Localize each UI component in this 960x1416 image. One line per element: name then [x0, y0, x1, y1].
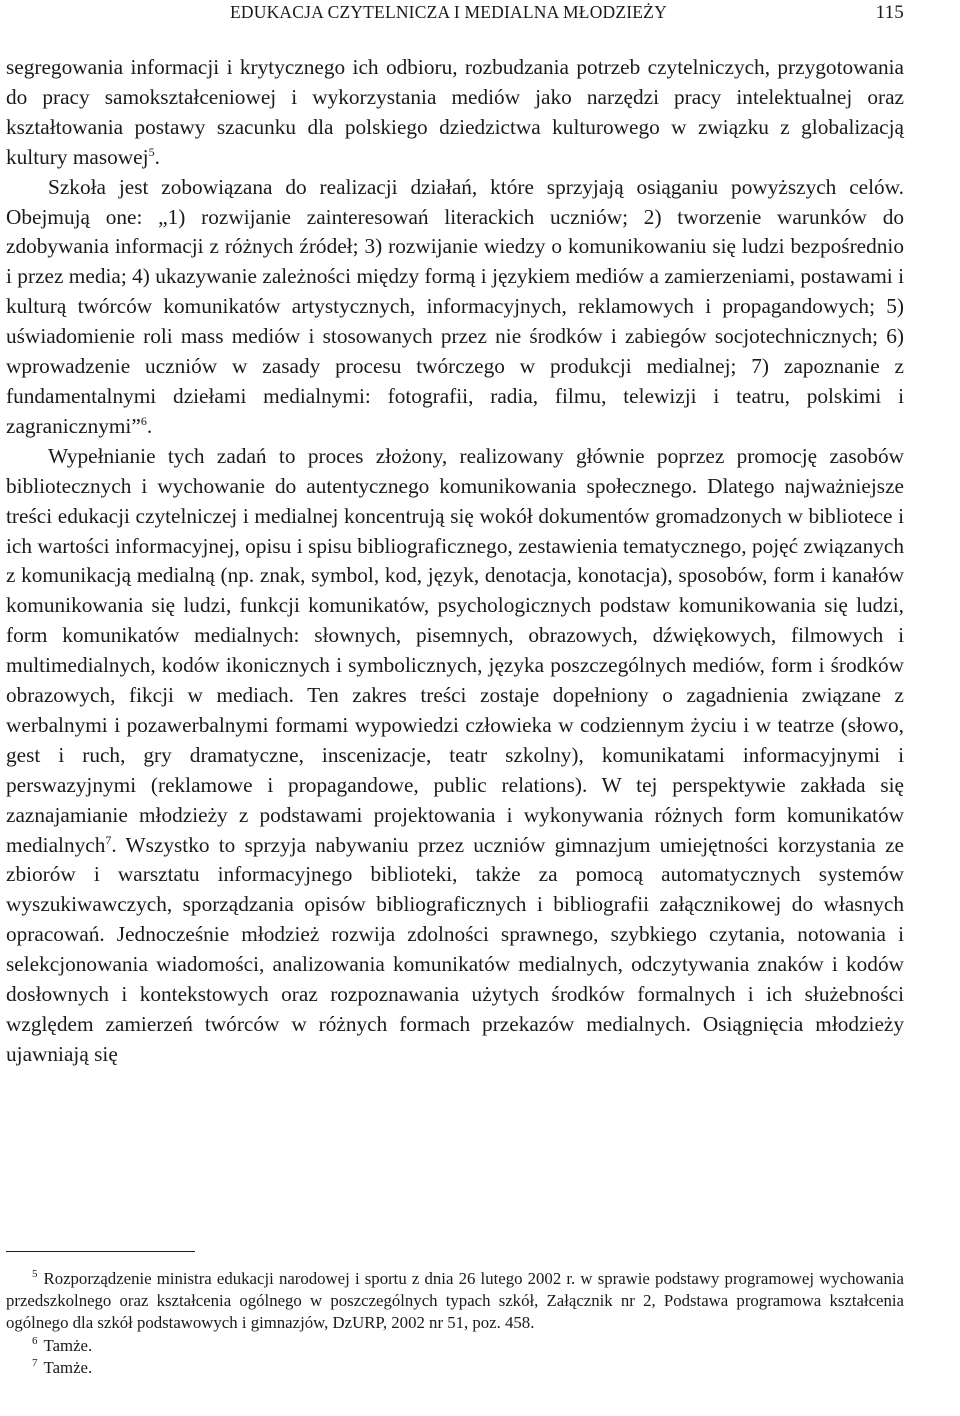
paragraph-3 [6, 442, 904, 1070]
footnote-5 [6, 1268, 904, 1335]
page-header [6, 2, 904, 26]
running-title: EDUKACJA CZYTELNICZA I MEDIALNA MŁODZIEŻY [230, 2, 667, 22]
footnote-marker: 6 [32, 1335, 38, 1348]
footnote-marker: 5 [32, 1268, 38, 1281]
paragraph-2-text: Szkoła jest zobowiązana do realizacji działań, które sprzyjają osiąganiu powyższych celów. Obejmują one: „1) rozwijanie zainteresowań literackich uczniów; 2) tworzenie warunków do zdobywania informacji z różnych źródeł; 3) rozwijanie wiedzy o komunikowaniu się ludzi bezpośrednio i przez media; 4) ukazywanie zależności między formą i językiem mediów a zamierzeniami, postawami i kulturą twórców komunikatów artystycznych, informacyjnych, reklamowych i propagandowych; 5) uświadomienie roli mass mediów i stosowanych przez nie środków i zabiegów socjotechnicznych; 6) wprowadzenie uczniów w zasady procesu twórczego w produkcji medialnej; 7) zapoznanie z fundamentalnymi dziełami medialnymi: fotografii, radia, filmu, telewizji i teatru, polskimi i zagranicznymi” [6, 174, 904, 438]
paragraph-2 [6, 173, 904, 442]
main-text [6, 53, 904, 1070]
paragraph-1 [6, 53, 904, 173]
footnote-7 [6, 1357, 904, 1379]
footnote-marker: 7 [32, 1357, 38, 1370]
paragraph-1-text: segregowania informacji i krytycznego ich odbioru, rozbudzania potrzeb czytelniczych, przygotowania do pracy samokształceniowej i wykorzystania mediów jako narzędzi pracy intelektualnej oraz kształtowania postawy szacunku dla polskiego dziedzictwa kulturowego w związku z globalizacją kultury masowej [6, 55, 904, 169]
paragraph-3-text-a: Wypełnianie tych zadań to proces złożony, realizowany głównie poprzez promocję zasobów bibliotecznych i wychowanie do autentycznego komunikowania społecznego. Dlatego najważniejsze treści edukacji czytelniczej i medialnej koncentrują się wokół dokumentów gromadzonych w bibliotece i ich wartości informacyjnej, opisu i spisu bibliograficznego, zestawienia tematycznego, pojęć związanych z komunikacją medialną (np. znak, symbol, kod, język, denotacja, konotacja), sposobów, form i kanałów komunikowania się ludzi, funkcji komunikatów, psychologicznych podstaw komunikowania się ludzi, form komunikatów medialnych: słownych, pisemnych, obrazowych, dźwiękowych, filmowych i multimedialnych, kodów ikonicznych i symbolicznych, języka poszczególnych mediów, form i środków obrazowych, fikcji w mediach. Ten zakres treści zostaje dopełniony o zagadnienia związane z werbalnymi i pozawerbalnymi formami wypowiedzi człowieka w codziennym życiu i w teatrze (słowo, gest i ruch, gry dramatyczne, inscenizacje, teatr szkolny), komunikatami informacyjnymi i perswazyjnymi (reklamowe i propagandowe, public relations). W tej perspektywie zakłada się zaznajamianie młodzieży z podstawami projektowania i wykonywania różnych form komunikatów medialnych [6, 443, 904, 857]
footnote-text: Tamże. [43, 1357, 93, 1377]
paragraph-2-end: . [146, 413, 153, 438]
footnote-text: Rozporządzenie ministra edukacji narodowej i sportu z dnia 26 lutego 2002 r. w sprawie podstawy programowej wychowania przedszkolnego oraz kształcenia ogólnego w poszczególnych typach szkół, Załącznik nr 2, Podstawa programowa kształcenia ogólnego dla szkół podstawowych i gimnazjów, DzURP, 2002 nr 51, poz. 458. [6, 1269, 904, 1333]
footnote-ref-5: 5 [148, 144, 155, 159]
footnote-divider [6, 1251, 195, 1252]
footnotes [6, 1268, 904, 1379]
paragraph-3-text-b: . Wszystko to sprzyja nabywaniu przez uczniów gimnazjum umiejętności korzystania ze zbiorów i warsztatu informacyjnego biblioteki, także za pomocą automatycznych systemów wyszukiwawczych, sporządzania opisów bibliograficznych i bibliografii załącznikowej do własnych opracowań. Jednocześnie młodzież rozwija zdolności sprawnego, szybkiego czytania, notowania i selekcjonowania wiadomości, analizowania komunikatów medialnych, odczytywania znaków i kodów dosłownych i kontekstowych oraz rozpoznawania użytych środków formalnych i ich służebności względem zamierzeń twórców w różnych formach przekazów medialnych. Osiągnięcia młodzieży ujawniają się [6, 832, 904, 1066]
footnote-text: Tamże. [43, 1335, 93, 1355]
page-number: 115 [875, 2, 904, 23]
footnote-ref-7: 7 [105, 832, 112, 847]
footnote-6 [6, 1335, 904, 1357]
footnote-ref-6: 6 [140, 413, 147, 428]
paragraph-1-end: . [154, 144, 160, 169]
